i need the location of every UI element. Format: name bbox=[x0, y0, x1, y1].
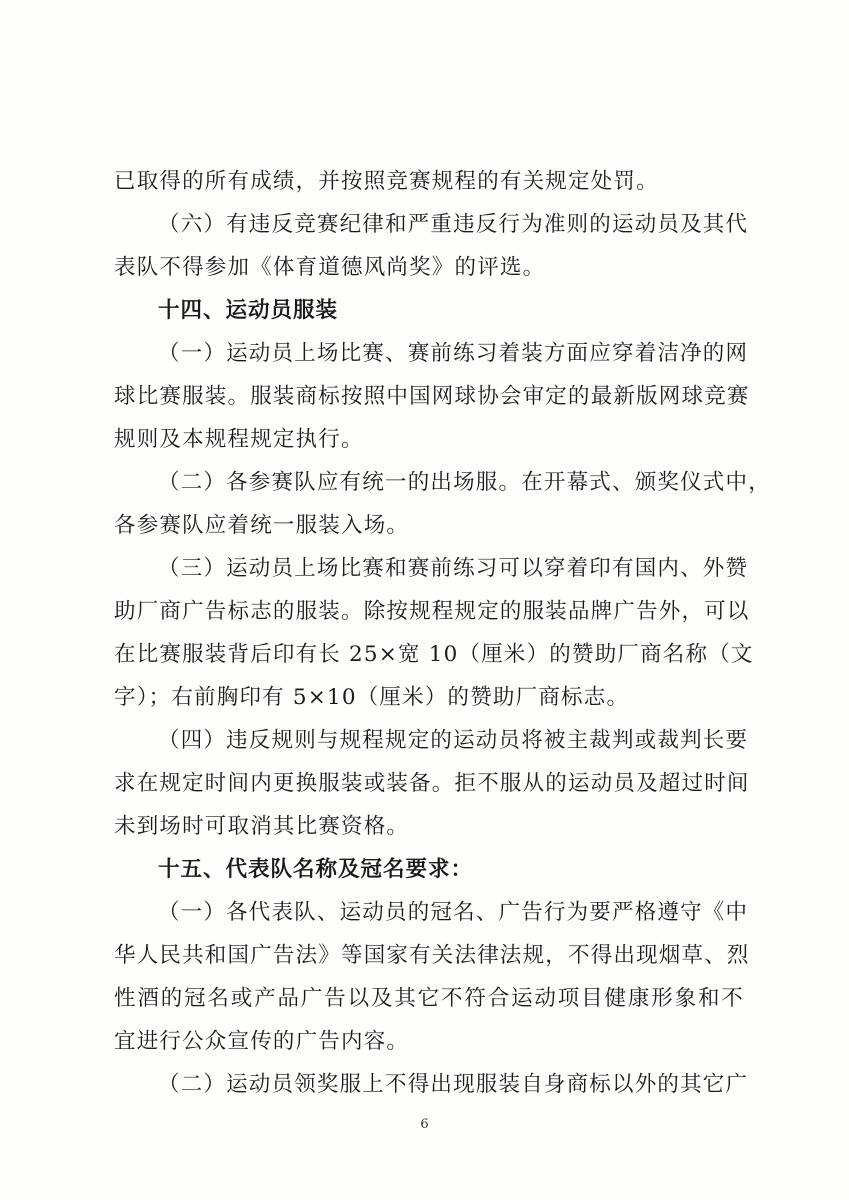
section-heading: 十四、运动员服装 bbox=[158, 298, 339, 323]
paragraph-line: 球比赛服装。服装商标按照中国网球协会审定的最新版网球竞赛 bbox=[114, 384, 750, 409]
paragraph-line: 各参赛队应着统一服装入场。 bbox=[114, 513, 410, 538]
paragraph-line: （二）各参赛队应有统一的出场服。在开幕式、颁奖仪式中， bbox=[158, 470, 771, 495]
paragraph-line: 宜进行公众宣传的广告内容。 bbox=[114, 1029, 410, 1054]
section-heading: 十五、代表队名称及冠名要求： bbox=[158, 857, 474, 882]
page-number: 6 bbox=[420, 1117, 429, 1132]
paragraph-line: （一）运动员上场比赛、赛前练习着装方面应穿着洁净的网 bbox=[158, 341, 749, 366]
paragraph-line: （一）各代表队、运动员的冠名、广告行为要严格遵守《中 bbox=[158, 900, 749, 925]
paragraph-line: （二）运动员领奖服上不得出现服装自身商标以外的其它广 bbox=[158, 1072, 749, 1097]
paragraph-line: （三）运动员上场比赛和赛前练习可以穿着印有国内、外赞 bbox=[158, 556, 749, 581]
paragraph-line: 在比赛服装背后印有长 25×宽 10（厘米）的赞助厂商名称（文 bbox=[114, 642, 754, 667]
paragraph-line: 已取得的所有成绩，并按照竞赛规程的有关规定处罚。 bbox=[114, 169, 659, 194]
paragraph-line: 规则及本规程规定执行。 bbox=[114, 427, 364, 452]
paragraph-line: 助厂商广告标志的服装。除按规程规定的服装品牌广告外，可以 bbox=[114, 599, 750, 624]
paragraph-line: 字）；右前胸印有 5×10（厘米）的赞助厂商标志。 bbox=[114, 685, 630, 710]
paragraph-line: 表队不得参加《体育道德风尚奖》的评选。 bbox=[114, 255, 546, 280]
paragraph-line: 未到场时可取消其比赛资格。 bbox=[114, 814, 410, 839]
document-body bbox=[114, 160, 771, 1106]
paragraph-line: 性酒的冠名或产品广告以及其它不符合运动项目健康形象和不 bbox=[114, 986, 744, 1011]
paragraph-line: 求在规定时间内更换服装或装备。拒不服从的运动员及超过时间 bbox=[114, 771, 750, 796]
paragraph-line: （四）违反规则与规程规定的运动员将被主裁判或裁判长要 bbox=[158, 728, 749, 753]
paragraph-line: 华人民共和国广告法》等国家有关法律法规，不得出现烟草、烈 bbox=[114, 943, 750, 968]
paragraph-line: （六）有违反竞赛纪律和严重违反行为准则的运动员及其代 bbox=[158, 212, 749, 237]
